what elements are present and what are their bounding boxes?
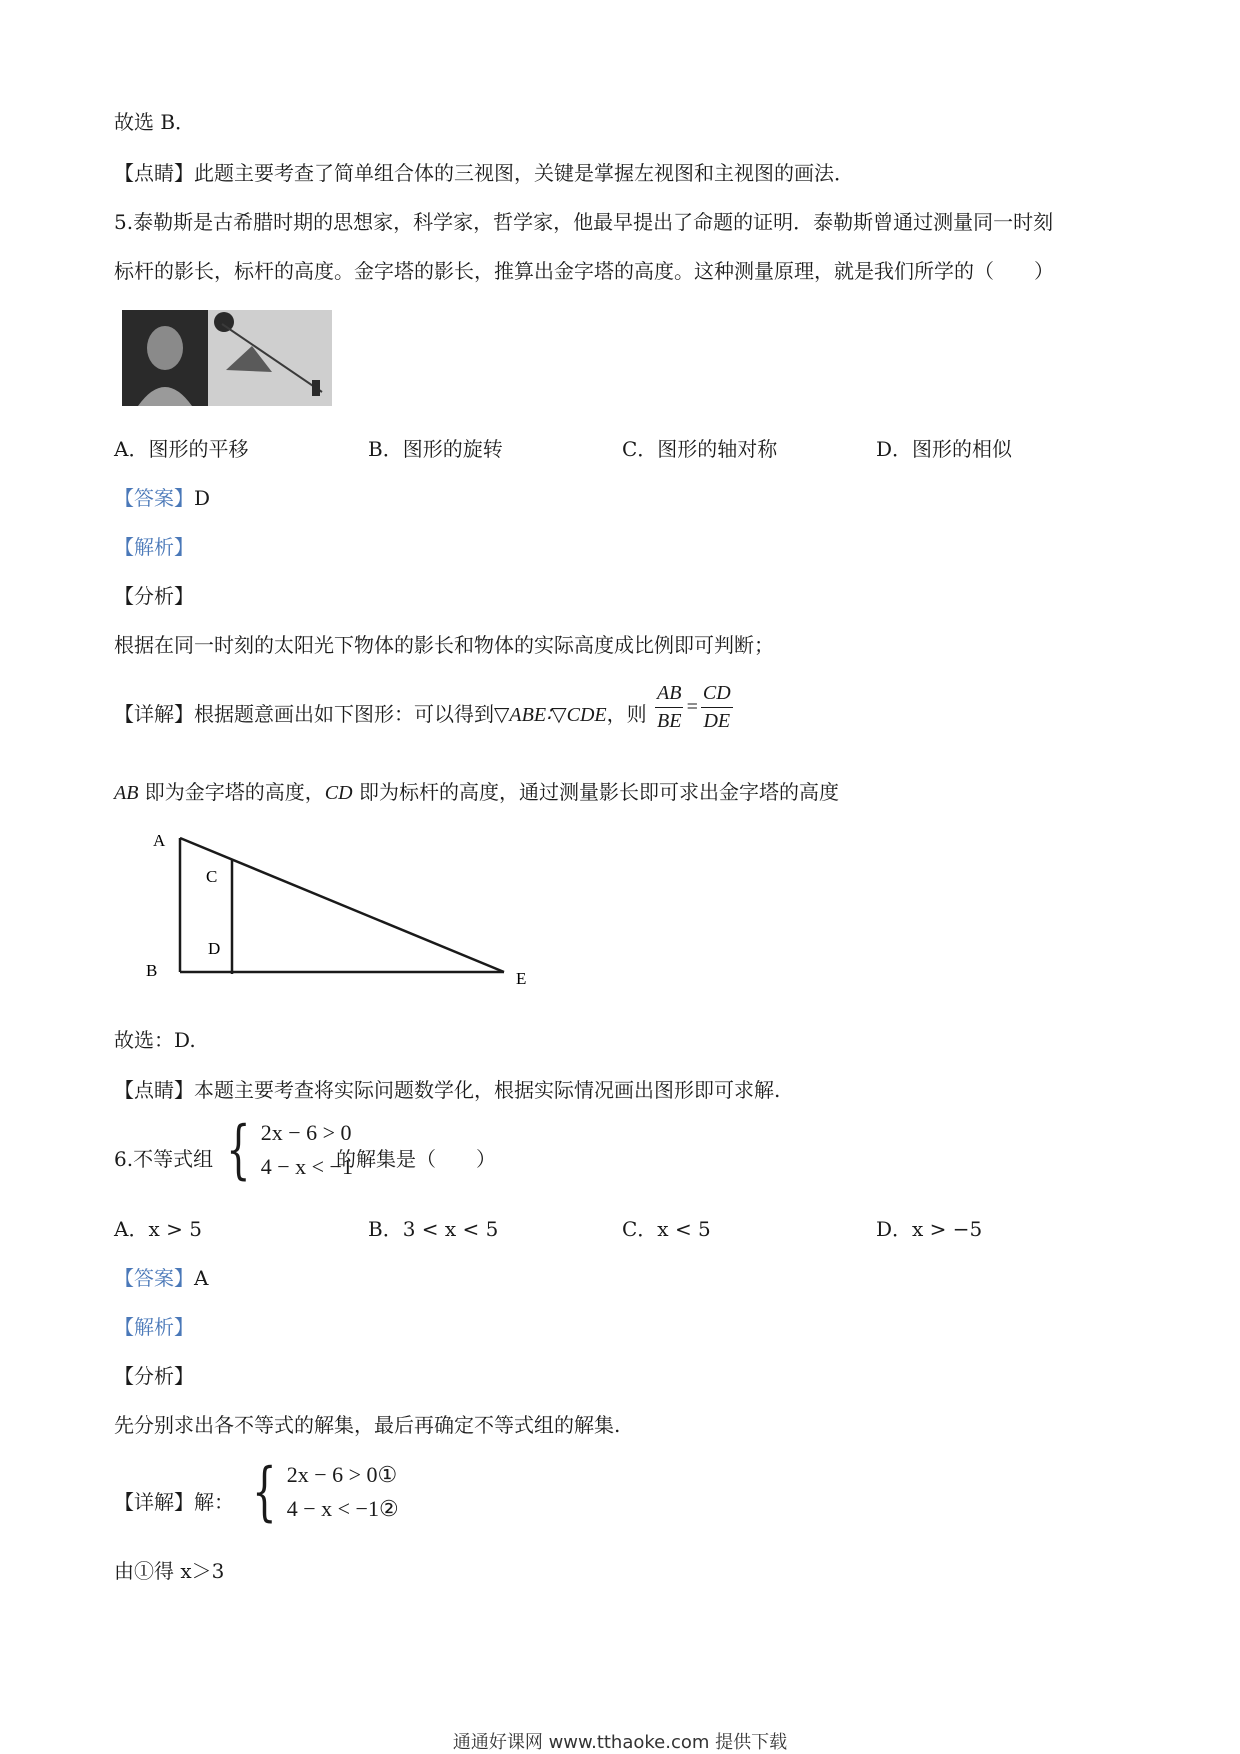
q6-ineq-1: 2x − 6 > 0 xyxy=(260,1120,352,1145)
cd-text: 即为标杆的高度，通过测量影长即可求出金字塔的高度 xyxy=(358,780,839,804)
q5-answer: D xyxy=(194,486,211,510)
q5-similar-triangles: ▽ABE∶▽CDE xyxy=(494,704,607,726)
q6-detail-system xyxy=(244,1455,399,1529)
q6-answer: A xyxy=(194,1266,209,1290)
q6-answer-label: 【答案】 xyxy=(114,1266,194,1290)
q5-option-d: D．图形的相似 xyxy=(876,437,1013,461)
left-brace: { xyxy=(226,1113,251,1187)
q5-fenxi: 【分析】 xyxy=(114,584,194,608)
q5-option-b: B．图形的旋转 xyxy=(368,437,503,461)
q6-suffix: 的解集是（ ） xyxy=(336,1147,496,1171)
q6-option-b: B．3 < x < 5 xyxy=(368,1217,499,1241)
dianjing-prev: 【点睛】此题主要考查了简单组合体的三视图，关键是掌握左视图和主视图的画法． xyxy=(114,161,854,185)
label-b: B xyxy=(146,961,158,980)
q5-choose: 故选：D. xyxy=(114,1028,196,1052)
cd-symbol: CD xyxy=(324,782,353,804)
q6-prefix: 6.不等式组 xyxy=(114,1147,214,1171)
q6-jiexi: 【解析】 xyxy=(114,1315,194,1339)
equals-sign: = xyxy=(685,696,699,718)
q6-option-c: C．x < 5 xyxy=(622,1217,711,1241)
label-e: E xyxy=(516,969,527,988)
q5-option-c: C．图形的轴对称 xyxy=(622,437,778,461)
ab-text: 即为金字塔的高度， xyxy=(144,780,325,804)
q5-jiexi: 【解析】 xyxy=(114,535,194,559)
q5-stem-line2: 标杆的影长，标杆的高度。金字塔的影长，推算出金字塔的高度。这种测量原理，就是我们所学的（ ） xyxy=(114,259,1054,283)
left-brace: { xyxy=(252,1455,277,1529)
q5-detail-prefix: 【详解】根据题意画出如下图形：可以得到 xyxy=(114,702,494,726)
fraction-ab-be: $\frac{AB}{BE}$ xyxy=(656,682,682,732)
ab-symbol: AB xyxy=(114,782,139,804)
page-footer: 通通好课网 www.tthaoke.com 提供下载 xyxy=(452,1732,788,1753)
q5-detail-line xyxy=(114,682,735,741)
q6-option-d: D．x > −5 xyxy=(876,1217,983,1241)
q5-stem-line1: 5.泰勒斯是古希腊时期的思想家，科学家，哲学家，他最早提出了命题的证明．泰勒斯曾通过测量同一时刻 xyxy=(114,210,1054,234)
q6-ineq-2: 4 − x < −1 xyxy=(260,1154,353,1179)
fraction-cd-de: $\frac{CD}{DE}$ xyxy=(702,682,731,732)
line-choose-b: 故选 B． xyxy=(114,110,196,134)
q6-inequality-system xyxy=(218,1113,353,1187)
q6-detail-prefix: 【详解】解： xyxy=(114,1490,234,1514)
q6-step1: 由①得 x＞3 xyxy=(114,1559,225,1583)
q5-answer-line xyxy=(114,482,210,511)
q5-thales-photo xyxy=(122,310,332,406)
q5-ab-cd-line xyxy=(114,776,839,805)
q5-fenxi-text: 根据在同一时刻的太阳光下物体的影长和物体的实际高度成比例即可判断； xyxy=(114,633,774,657)
q6-detail-ineq-2: 4 − x < −1② xyxy=(286,1496,399,1521)
label-d: D xyxy=(208,939,221,958)
q6-detail-ineq-1: 2x − 6 > 0① xyxy=(286,1462,398,1487)
label-c: C xyxy=(206,867,218,886)
q6-fenxi-text: 先分别求出各不等式的解集，最后再确定不等式组的解集. xyxy=(114,1413,621,1437)
q6-option-a: A．x > 5 xyxy=(114,1217,202,1241)
q6-answer-line xyxy=(114,1262,208,1291)
q5-detail-then: ，则 xyxy=(606,702,647,726)
q5-answer-label: 【答案】 xyxy=(114,486,194,510)
q6-fenxi: 【分析】 xyxy=(114,1364,194,1388)
similar-triangles-diagram xyxy=(140,824,540,994)
label-a: A xyxy=(153,831,166,850)
q5-dianjing: 【点睛】本题主要考查将实际问题数学化，根据实际情况画出图形即可求解. xyxy=(114,1078,781,1102)
q5-option-a: A．图形的平移 xyxy=(114,437,249,461)
